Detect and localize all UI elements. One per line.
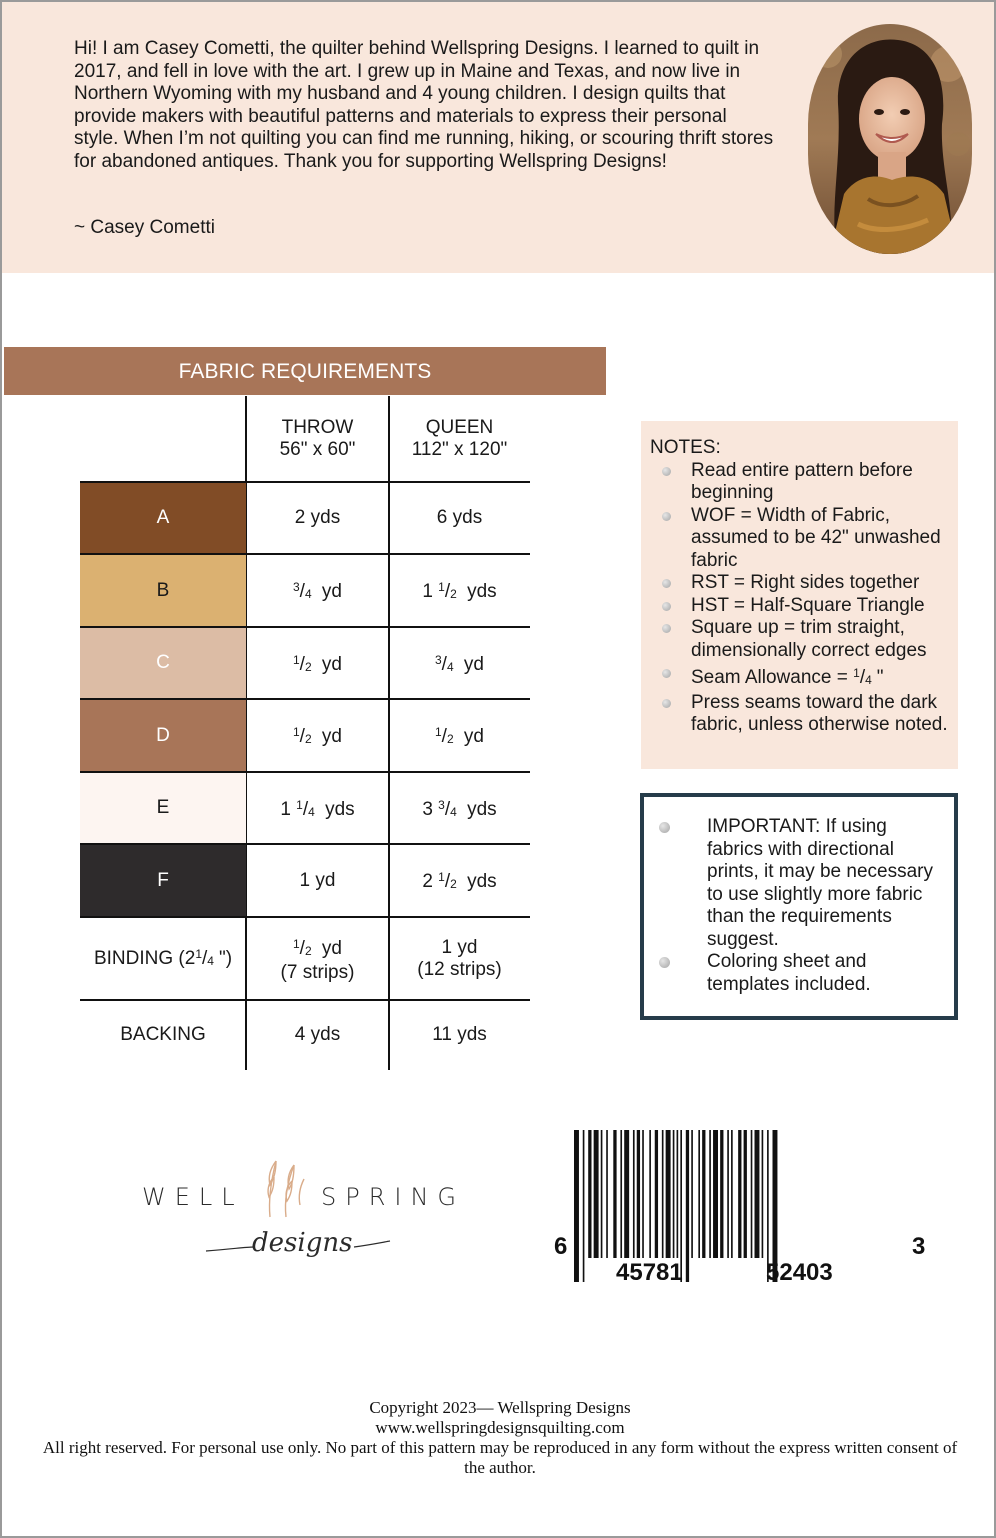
fabric-requirements-header: FABRIC REQUIREMENTS (4, 347, 606, 395)
table-row (80, 628, 530, 698)
barcode-bar (691, 1130, 693, 1258)
barcode-bar (702, 1130, 705, 1258)
fabric-label: E (80, 773, 246, 843)
bullet-icon (662, 699, 671, 708)
fabric-amount-throw: 1 yd (299, 869, 336, 891)
table-row (80, 845, 530, 916)
barcode-bar (686, 1130, 689, 1282)
logo-word-left: WELL (142, 1183, 244, 1211)
bullet-icon (662, 579, 671, 588)
list-item: WOF = Width of Fabric, assumed to be 42" unwashed fabric (650, 505, 948, 573)
barcode-bar (662, 1130, 664, 1258)
barcode-bar (755, 1130, 760, 1258)
barcode-bar (594, 1130, 599, 1258)
important-list (656, 816, 944, 996)
upc-barcode (550, 1126, 940, 1288)
table-row (80, 483, 530, 553)
barcode-bar (698, 1130, 700, 1258)
bullet-icon (659, 822, 670, 833)
fabric-amount-throw: 1 $^1/_4$ yds (280, 797, 355, 820)
barcode-bar (744, 1130, 747, 1258)
table-row (80, 918, 530, 999)
fabric-requirements-table (80, 396, 530, 1072)
svg-text:designs: designs (252, 1228, 353, 1258)
barcode-bar (642, 1130, 644, 1258)
fabric-amount-queen: 1 $^1/_2$ yds (422, 580, 497, 602)
copyright-line: Copyright 2023— Wellspring Designs (369, 1398, 631, 1417)
fabric-label: C (80, 628, 246, 698)
list-item: IMPORTANT: If using fabrics with directional prints, it may be necessary to use slightly more fabric than the requirements suggest. (656, 816, 944, 951)
barcode-bar (574, 1130, 579, 1282)
wellspring-logo (140, 1157, 480, 1267)
fabric-amount-throw: $^1/_2$ yd (292, 652, 342, 675)
notes-list (650, 460, 948, 737)
fabric-amount-queen: 11 yds (432, 1023, 487, 1045)
barcode-bar (633, 1130, 635, 1258)
fabric-label: D (80, 700, 246, 771)
table-row (80, 700, 530, 771)
fabric-amount-queen: 6 yds (436, 507, 483, 528)
table-row (80, 1001, 530, 1068)
barcode-check-digit: 3 (912, 1233, 926, 1260)
barcode-bar (731, 1130, 733, 1258)
portrait-image (808, 24, 972, 254)
barcode-bar (727, 1130, 729, 1258)
list-item: HST = Half-Square Triangle (650, 595, 948, 618)
barcode-bar (624, 1130, 629, 1258)
fabric-amount-throw: 2 yds (294, 507, 341, 528)
barcode-bar (720, 1130, 723, 1258)
list-item: Seam Allowance = $^1/_4$ " (650, 662, 948, 692)
notes-box (641, 421, 958, 769)
barcode-right-digits: 52403 (766, 1259, 833, 1286)
barcode-bar (738, 1130, 741, 1258)
logo-script (204, 1223, 394, 1263)
barcode-bar (637, 1130, 640, 1258)
designer-bio-section (2, 2, 994, 273)
fabric-amount-queen: $^3/_4$ yd (434, 652, 484, 675)
barcode-left-digits: 45781 (616, 1259, 683, 1286)
list-item: Read entire pattern before beginning (650, 460, 948, 505)
barcode-bar (588, 1130, 591, 1258)
notes-title: NOTES: (650, 437, 721, 458)
column-header-queen: QUEEN 112" x 120" (411, 416, 508, 460)
fabric-amount-throw: $^3/_4$ yd (292, 580, 342, 602)
table-header-row (80, 396, 530, 481)
copyright-footer (42, 1398, 958, 1478)
barcode-bar (606, 1130, 608, 1258)
bio-paragraph: Hi! I am Casey Cometti, the quilter behind Wellspring Designs. I learned to quilt in 2017, and fell in love with the art. I grew up in Maine and Texas, and now live in Northern Wyoming with my husband and 4 young children. I design quilts that provide makers with beautiful patterns and materials to express their personal style. When I’m not quilting you can find me running, hiking, or scouring thrift stores for abandoned antiques. Thank you for supporting Wellspring Designs! (74, 38, 774, 172)
barcode-bars (550, 1126, 940, 1288)
barcode-bar (620, 1130, 622, 1258)
fabric-amount-throw: 4 yds (294, 1023, 341, 1045)
barcode-bar (673, 1130, 675, 1258)
bullet-icon (662, 669, 671, 678)
designer-portrait (808, 24, 972, 254)
barcode-bar (751, 1130, 753, 1258)
barcode-bar (666, 1130, 671, 1258)
fabric-label: BINDING (2 $^1/_4$ ") (93, 947, 233, 969)
barcode-bar (613, 1130, 616, 1258)
column-header-throw: THROW 56" x 60" (279, 416, 356, 460)
wheat-icon (260, 1157, 310, 1219)
rights-line: All right reserved. For personal use only. No part of this pattern may be reproduced in any form without the express written consent of the author. (42, 1438, 958, 1477)
barcode-bar (713, 1130, 718, 1258)
fabric-amount-queen: 1 yd (12 strips) (417, 936, 502, 980)
logo-word-right: SPRING (321, 1183, 466, 1211)
list-item: RST = Right sides together (650, 572, 948, 595)
fabric-amount-queen: 3 $^3/_4$ yds (422, 797, 497, 820)
list-item: Press seams toward the dark fabric, unless otherwise noted. (650, 692, 948, 737)
bullet-icon (662, 512, 671, 521)
table-row (80, 555, 530, 626)
barcode-bar (655, 1130, 658, 1258)
barcode-bar (709, 1130, 711, 1258)
bullet-icon (662, 467, 671, 476)
fabric-label: A (80, 483, 246, 553)
fabric-amount-throw: $^1/_2$ yd (292, 725, 342, 747)
fabric-label: F (80, 845, 246, 916)
fabric-amount-queen: 2 $^1/_2$ yds (422, 870, 497, 892)
bullet-icon (659, 957, 670, 968)
fabric-amount-queen: $^1/_2$ yd (434, 725, 484, 747)
bullet-icon (662, 602, 671, 611)
barcode-bar (583, 1130, 585, 1282)
fabric-label: BACKING (120, 1023, 206, 1045)
bullet-icon (662, 624, 671, 633)
table-row (80, 773, 530, 843)
fabric-label: B (80, 555, 246, 626)
barcode-bar (762, 1130, 764, 1258)
barcode-bar (677, 1130, 679, 1258)
important-box (640, 793, 958, 1020)
bio-signature: ~ Casey Cometti (74, 217, 215, 238)
barcode-bar (649, 1130, 651, 1258)
list-item: Square up = trim straight, dimensionally correct edges (650, 617, 948, 662)
website-line: www.wellspringdesignsquilting.com (375, 1418, 625, 1437)
barcode-number-system-digit: 6 (554, 1233, 568, 1260)
barcode-bar (601, 1130, 603, 1258)
fabric-amount-throw: $^1/_2$ yd (7 strips) (280, 937, 355, 983)
list-item: Coloring sheet and templates included. (656, 951, 944, 996)
